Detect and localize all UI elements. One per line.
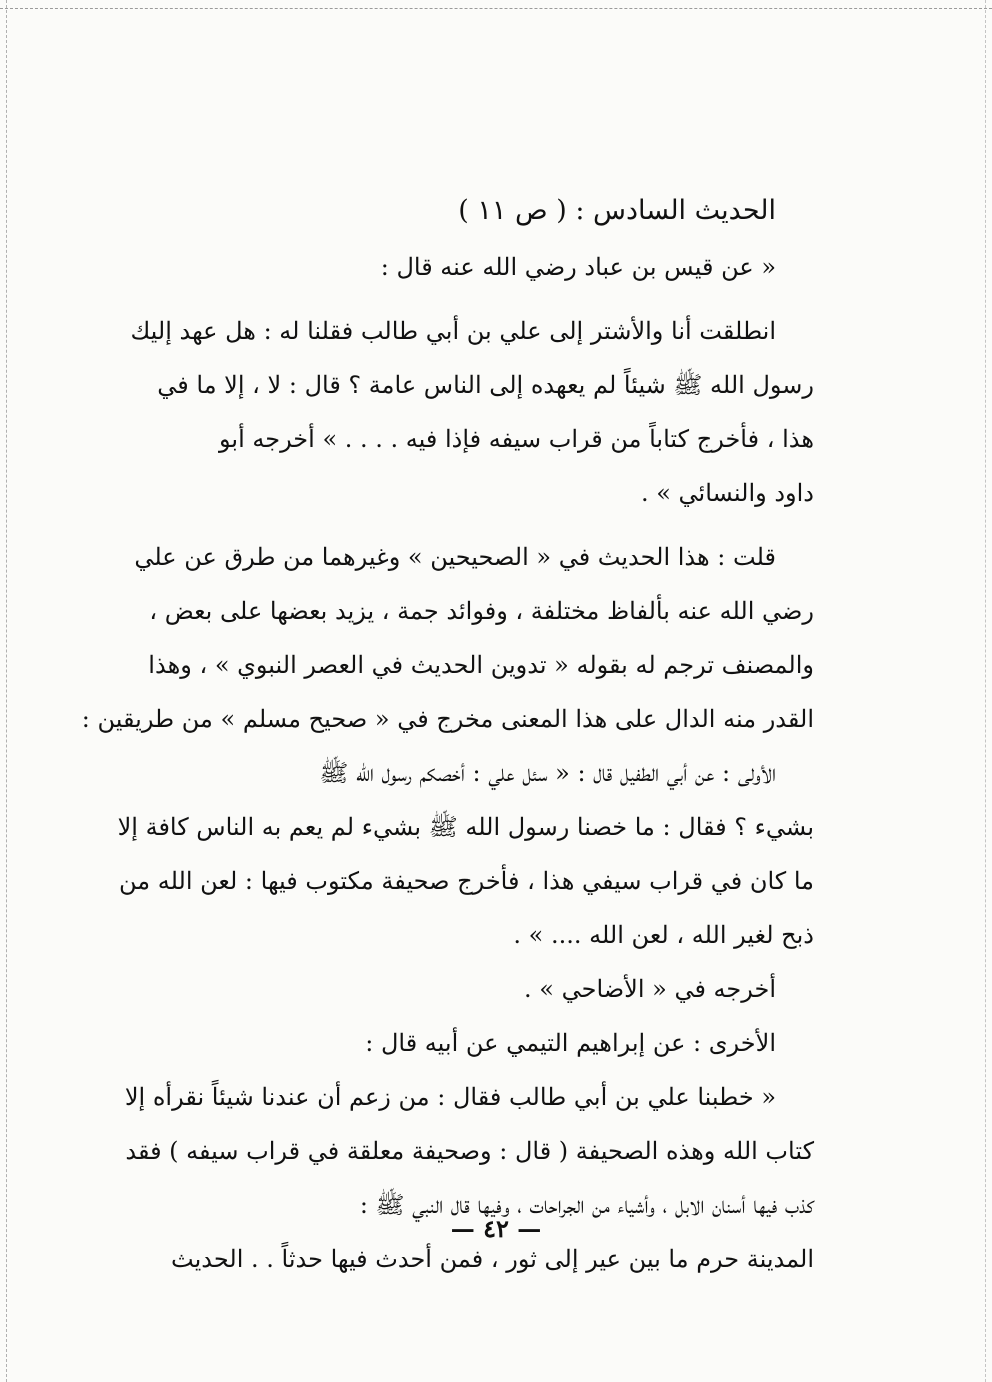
text-line: بشيء ؟ فقال : ما خصنا رسول الله ﷺ بشيء لم يعم به الناس كافة إلا (117, 813, 814, 841)
text-line: ذبح لغير الله ، لعن الله .... » . (513, 921, 814, 949)
text-line: ما كان في قراب سيفي هذا ، فأخرج صحيفة مكتوب فيها : لعن الله من (118, 867, 814, 895)
scan-top-border (0, 8, 992, 9)
text-line: قلت : هذا الحديث في « الصحيحين » وغيرهما من طرق عن علي (134, 543, 776, 571)
hadith-heading: الحديث السادس : ( ص ١١ ) (458, 195, 776, 226)
page-number: — ٤٢ — (450, 1214, 542, 1243)
text-line: انطلقت أنا والأشتر إلى علي بن أبي طالب فقلنا له : هل عهد إليك (130, 317, 776, 345)
text-line: « خطبنا علي بن أبي طالب فقال : من زعم أن عندنا شيئاً نقرأه إلا (124, 1083, 776, 1111)
text-line: رسول الله ﷺ شيئاً لم يعهده إلى الناس عامة ؟ قال : لا ، إلا ما في (157, 371, 814, 399)
paragraph-second-route (124, 1070, 814, 1286)
paragraph-commentary (81, 530, 814, 746)
scan-left-border (6, 0, 7, 1382)
text-line: المدينة حرم ما بين عير إلى ثور ، فمن أحدث فيها حدثاً . . الحديث (171, 1245, 814, 1273)
paragraph-first-route (117, 746, 814, 962)
takhrij-line: أخرجه في « الأضاحي » . (524, 975, 776, 1003)
hadith-intro: « عن قيس بن عباد رضي الله عنه قال : (380, 253, 776, 281)
text-line: داود والنسائي » . (640, 479, 814, 507)
text-line: القدر منه الدال على هذا المعنى مخرج في « صحيح مسلم » من طريقين : (81, 705, 814, 733)
page-body (81, 182, 814, 1286)
text-line: رضي الله عنه بألفاظ مختلفة ، وفوائد جمة ، يزيد بعضها على بعض ، (149, 597, 814, 625)
text-line: الأولى : عن أبي الطفيل قال : « سئل علي : أخصكم رسول الله ﷺ (319, 759, 776, 787)
second-route-line: الأخرى : عن إبراهيم التيمي عن أبيه قال : (365, 1029, 776, 1057)
text-line: والمصنف ترجم له بقوله « تدوين الحديث في العصر النبوي » ، وهذا (148, 651, 814, 679)
text-line: كذب فيها أسنان الابل ، وأشياء من الجراحات ، وفيها قال النبي ﷺ : (359, 1191, 814, 1219)
paragraph-hadith-text (130, 304, 814, 520)
scan-right-border (985, 0, 986, 1382)
text-line: كتاب الله وهذه الصحيفة ( قال : وصحيفة معلقة في قراب سيفه ) فقد (125, 1137, 814, 1165)
text-line: هذا ، فأخرج كتاباً من قراب سيفه فإذا فيه . . . . » أخرجه أبو (218, 425, 814, 453)
